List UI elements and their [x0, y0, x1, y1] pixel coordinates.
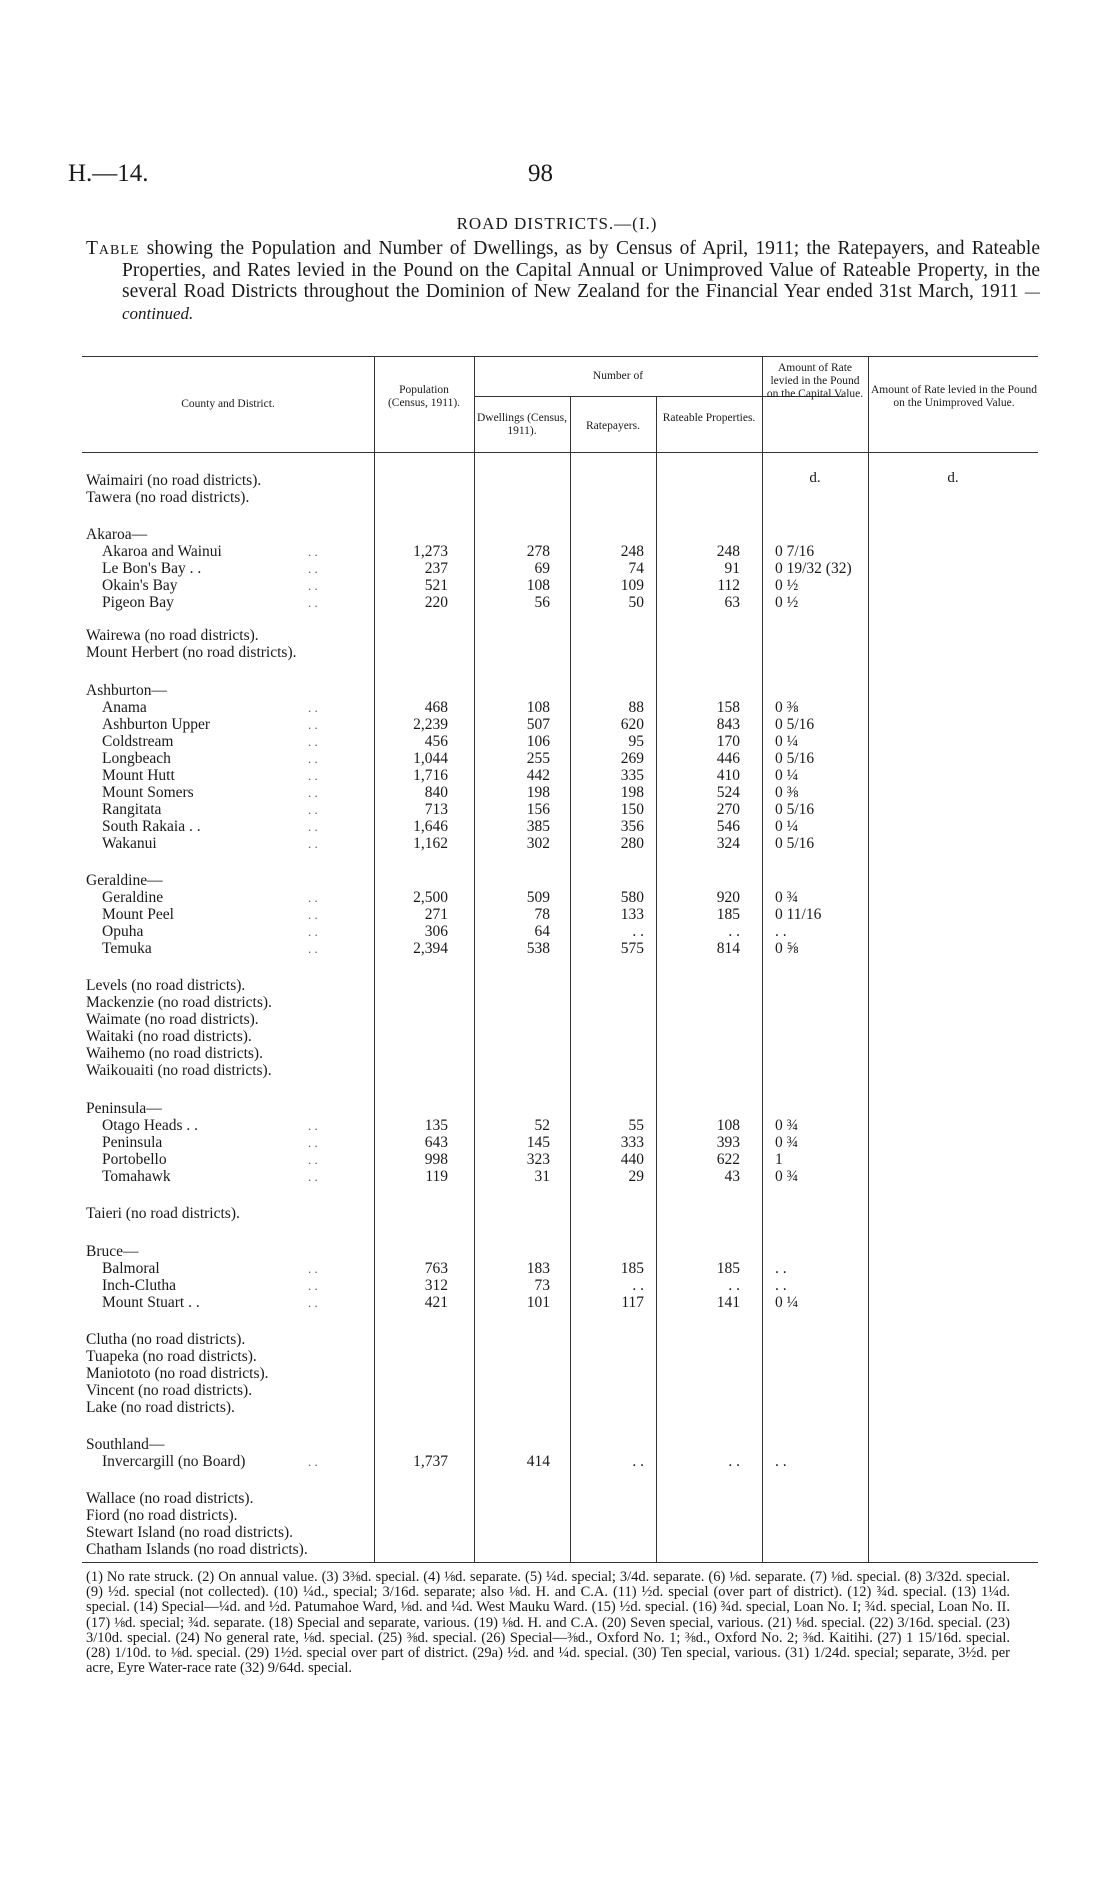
district-name: Tawera (no road districts). [86, 489, 250, 506]
table-row [82, 1399, 1038, 1416]
district-name: Bruce— [86, 1243, 139, 1260]
district-name: Clutha (no road districts). [86, 1331, 246, 1348]
leader-dots: . . [308, 1261, 318, 1276]
table-row [82, 1100, 1038, 1117]
properties-cell: . . [728, 923, 740, 940]
district-name: Balmoral [102, 1260, 160, 1277]
table-row [82, 1436, 1038, 1453]
capital-rate-cell: 0 ½ [775, 594, 799, 611]
dwellings-cell: 101 [526, 1294, 550, 1311]
leader-dots: . . [308, 1295, 318, 1310]
population-cell: 1,716 [413, 767, 448, 784]
properties-cell: 248 [716, 543, 740, 560]
unit-capital: d. [809, 470, 821, 486]
leader-dots: . . [308, 785, 318, 800]
caption-text: showing the Population and Number of Dwellings, as by Census of April, 1911; the Ratepayers, and Rateable Properties, and Rates levied in the Pound on the Capital Annual or Unimproved Value of Rateable Property, in the several Road Districts throughout the Dominion of New Zealand for the Financial Year ended 31st March, 1911 [122, 238, 1041, 302]
leader-dots: . . [308, 924, 318, 939]
document-reference: H.—14. [68, 160, 149, 187]
table-row [82, 801, 1038, 818]
population-cell: 271 [424, 906, 448, 923]
district-name: Wairewa (no road districts). [86, 627, 259, 644]
header-county: County and District. [181, 398, 275, 410]
capital-rate-cell: . . [775, 923, 787, 940]
table-row [82, 784, 1038, 801]
district-name: Anama [102, 699, 147, 716]
district-name: Akaroa and Wainui [102, 543, 222, 560]
header-population: Population (Census, 1911). [387, 384, 461, 409]
district-name: Vincent (no road districts). [86, 1382, 253, 1399]
properties-cell: 170 [716, 733, 740, 750]
ratepayers-cell: . . [632, 1277, 644, 1294]
population-cell: 521 [424, 577, 448, 594]
properties-cell: 393 [716, 1134, 740, 1151]
district-name: Geraldine [102, 889, 164, 906]
table-row [82, 872, 1038, 889]
district-name: Ashburton Upper [102, 716, 211, 733]
capital-rate-cell: 0 ¼ [775, 1294, 799, 1311]
population-cell: 220 [424, 594, 448, 611]
table-row [82, 1028, 1038, 1045]
district-name: Levels (no road districts). [86, 977, 246, 994]
ratepayers-cell: 109 [620, 577, 644, 594]
dwellings-cell: 538 [526, 940, 550, 957]
ratepayers-cell: 150 [620, 801, 644, 818]
properties-cell: 920 [716, 889, 740, 906]
ratepayers-cell: 117 [621, 1294, 644, 1311]
dwellings-cell: 509 [526, 889, 550, 906]
leader-dots: . . [308, 1454, 318, 1469]
table-row [82, 627, 1038, 644]
dwellings-cell: 69 [534, 560, 550, 577]
table-row [82, 835, 1038, 852]
district-name: Invercargill (no Board) [102, 1453, 246, 1470]
table-row [82, 1045, 1038, 1062]
population-cell: 840 [424, 784, 448, 801]
population-cell: 312 [424, 1277, 448, 1294]
table-row [82, 1205, 1038, 1222]
caption-continued: —continued. [122, 282, 1040, 323]
leader-dots: . . [308, 819, 318, 834]
capital-rate-cell: 0 11/16 [775, 906, 822, 923]
district-name: Otago Heads . . [102, 1117, 198, 1134]
table-row [82, 889, 1038, 906]
table-row [82, 1348, 1038, 1365]
capital-rate-cell: 0 ⅜ [775, 784, 799, 801]
population-cell: 1,737 [413, 1453, 448, 1470]
leader-dots: . . [308, 890, 318, 905]
dwellings-cell: 52 [534, 1117, 550, 1134]
table-row [82, 1151, 1038, 1168]
properties-cell: 622 [716, 1151, 740, 1168]
table-row [82, 594, 1038, 611]
ratepayers-cell: 580 [620, 889, 644, 906]
properties-cell: 524 [716, 784, 740, 801]
table-top-rule [82, 356, 1038, 357]
capital-rate-cell: 0 ¾ [775, 889, 799, 906]
table-row [82, 682, 1038, 699]
district-name: Mount Peel [102, 906, 174, 923]
properties-cell: 43 [724, 1168, 740, 1185]
table-row [82, 1453, 1038, 1470]
ratepayers-cell: 198 [620, 784, 644, 801]
table-row [82, 1541, 1038, 1558]
population-cell: 421 [424, 1294, 448, 1311]
leader-dots: . . [308, 544, 318, 559]
population-cell: 237 [424, 560, 448, 577]
leader-dots: . . [308, 836, 318, 851]
district-name: Opuha [102, 923, 144, 940]
district-name: Tuapeka (no road districts). [86, 1348, 257, 1365]
district-name: Peninsula [102, 1134, 163, 1151]
leader-dots: . . [308, 1152, 318, 1167]
district-name: Waimate (no road districts). [86, 1011, 259, 1028]
properties-cell: 446 [716, 750, 740, 767]
population-cell: 135 [424, 1117, 448, 1134]
population-cell: 643 [424, 1134, 448, 1151]
header-ratepayers: Ratepayers. [586, 420, 640, 432]
ratepayers-cell: 95 [628, 733, 644, 750]
capital-rate-cell: 0 5/16 [775, 750, 815, 767]
table-row [82, 644, 1038, 661]
properties-cell: 185 [716, 906, 740, 923]
table-row [82, 716, 1038, 733]
population-cell: 1,646 [413, 818, 448, 835]
leader-dots: . . [308, 907, 318, 922]
table-row [82, 1243, 1038, 1260]
table-row [82, 1294, 1038, 1311]
population-cell: 1,162 [413, 835, 448, 852]
dwellings-cell: 56 [534, 594, 550, 611]
ratepayers-cell: 88 [628, 699, 644, 716]
population-cell: 713 [424, 801, 448, 818]
ratepayers-cell: 269 [620, 750, 644, 767]
district-name: Fiord (no road districts). [86, 1507, 238, 1524]
district-name: Waikouaiti (no road districts). [86, 1062, 272, 1079]
dwellings-cell: 198 [526, 784, 550, 801]
population-cell: 763 [424, 1260, 448, 1277]
properties-cell: 158 [716, 699, 740, 716]
population-cell: 998 [424, 1151, 448, 1168]
table-row [82, 994, 1038, 1011]
ratepayers-cell: 440 [620, 1151, 644, 1168]
district-name: South Rakaia . . [102, 818, 201, 835]
table-row [82, 577, 1038, 594]
district-name: Longbeach [102, 750, 171, 767]
leader-dots: . . [308, 578, 318, 593]
district-name: Mount Herbert (no road districts). [86, 644, 297, 661]
dwellings-cell: 385 [526, 818, 550, 835]
population-cell: 2,500 [413, 889, 448, 906]
table-row [82, 543, 1038, 560]
capital-rate-cell: 0 ¼ [775, 767, 799, 784]
district-name: Lake (no road districts). [86, 1399, 235, 1416]
district-name: Rangitata [102, 801, 162, 818]
district-name: Mount Stuart . . [102, 1294, 200, 1311]
table-row [82, 489, 1038, 506]
district-name: Mount Somers [102, 784, 194, 801]
district-name: Portobello [102, 1151, 167, 1168]
dwellings-cell: 302 [526, 835, 550, 852]
dwellings-cell: 255 [526, 750, 550, 767]
unit-unimproved: d. [947, 470, 959, 486]
leader-dots: . . [308, 700, 318, 715]
dwellings-cell: 156 [526, 801, 550, 818]
properties-cell: 141 [716, 1294, 740, 1311]
leader-dots: . . [308, 734, 318, 749]
dwellings-cell: 507 [526, 716, 550, 733]
table-row [82, 977, 1038, 994]
district-name: Waitaki (no road districts). [86, 1028, 252, 1045]
leader-dots: . . [308, 1278, 318, 1293]
dwellings-cell: 73 [534, 1277, 550, 1294]
leader-dots: . . [308, 717, 318, 732]
district-name: Taieri (no road districts). [86, 1205, 240, 1222]
ratepayers-cell: 50 [628, 594, 644, 611]
table-row [82, 526, 1038, 543]
ratepayers-cell: 248 [620, 543, 644, 560]
capital-rate-cell: 0 ⅝ [775, 940, 799, 957]
table-row [82, 923, 1038, 940]
properties-cell: 270 [716, 801, 740, 818]
district-name: Tomahawk [102, 1168, 171, 1185]
table-row [82, 1490, 1038, 1507]
leader-dots: . . [308, 751, 318, 766]
properties-cell: 546 [716, 818, 740, 835]
population-cell: 2,239 [413, 716, 448, 733]
road-districts-table [82, 356, 1038, 1564]
table-row [82, 733, 1038, 750]
properties-cell: 814 [716, 940, 740, 957]
capital-rate-cell: 0 ⅜ [775, 699, 799, 716]
district-name: Ashburton— [86, 682, 167, 699]
capital-rate-cell: 0 ¼ [775, 733, 799, 750]
ratepayers-cell: 74 [628, 560, 644, 577]
table-caption [86, 238, 1040, 324]
population-cell: 2,394 [413, 940, 448, 957]
leader-dots: . . [308, 1169, 318, 1184]
dwellings-cell: 108 [526, 699, 550, 716]
dwellings-cell: 108 [526, 577, 550, 594]
district-name: Wakanui [102, 835, 157, 852]
population-cell: 456 [424, 733, 448, 750]
table-heading: ROAD DISTRICTS.—(I.) [456, 214, 658, 233]
table-row [82, 1507, 1038, 1524]
header-number-of: Number of [592, 370, 644, 382]
table-row [82, 750, 1038, 767]
district-name: Temuka [102, 940, 152, 957]
capital-rate-cell: 0 ¾ [775, 1134, 799, 1151]
population-cell: 1,273 [413, 543, 448, 560]
footnote-text: (1) No rate struck. (2) On annual value. (3) 3⅜d. special. (4) ⅛d. separate. (5) ¼d. special; 3/4d. separate. (6) ⅛d. separate. (7) ⅛d. special. (8) 3/32d. special. (9) ½d. special (not collected). (10) ¼d., special; 3/16d. separate; also ⅛d. H. and C.A. (11) ½d. special (over part of district). (12) ¾d. special. (13) 1¼d. special. (14) Special—¼d. and ½d. Patumahoe Ward, ⅛d. and ¼d. West Mauku Ward. (15) ½d. special. (16) ¾d. special, Loan No. I; ¾d. special, Loan No. II. (17) ⅛d. special; ¾d. separate. (18) Special and separate, various. (19) ⅛d. H. and C.A. (20) Seven special, various. (21) ⅛d. special. (22) 3/16d. special. (23) 3/10d. special. (24) No general rate, ⅛d. special. (25) ⅜d. special. (26) Special—⅜d., Oxford No. 1; ⅜d., Oxford No. 2; ⅜d. Kaitihi. (27) 1 15/16d. special. (28) 1/10d. to ⅛d. special. (29) 1½d. special over part of district. (29a) ½d. and ¼d. special. (30) Ten special, various. (31) 1/24d. special; separate, 3½d. per acre, Eyre Water-race rate (32) 9/64d. special. [86, 1569, 1010, 1677]
properties-cell: . . [728, 1277, 740, 1294]
table-row [82, 1331, 1038, 1348]
dwellings-cell: 145 [526, 1134, 550, 1151]
district-name: Le Bon's Bay . . [102, 560, 202, 577]
table-word: Table [86, 238, 140, 259]
ratepayers-cell: 133 [620, 906, 644, 923]
population-cell: 468 [424, 699, 448, 716]
properties-cell: 324 [716, 835, 740, 852]
table-bottom-rule [82, 1562, 1038, 1563]
capital-rate-cell: 0 5/16 [775, 835, 815, 852]
capital-rate-cell: 0 ¾ [775, 1117, 799, 1134]
table-row [82, 818, 1038, 835]
footnotes [86, 1570, 1010, 1676]
header-capital: Amount of Rate levied in the Pound on the Capital Value. [766, 362, 864, 400]
ratepayers-cell: 55 [628, 1117, 644, 1134]
capital-rate-cell: 0 ¾ [775, 1168, 799, 1185]
properties-cell: 63 [724, 594, 740, 611]
capital-rate-cell: 0 5/16 [775, 801, 815, 818]
table-row [82, 767, 1038, 784]
leader-dots: . . [308, 768, 318, 783]
dwellings-cell: 78 [534, 906, 550, 923]
table-row [82, 1277, 1038, 1294]
table-row [82, 1260, 1038, 1277]
properties-cell: 91 [724, 560, 740, 577]
properties-cell: 185 [716, 1260, 740, 1277]
header-properties: Rateable Properties. [662, 412, 756, 424]
properties-cell: . . [728, 1453, 740, 1470]
table-row [82, 1168, 1038, 1185]
district-name: Waihemo (no road districts). [86, 1045, 263, 1062]
header-dwellings: Dwellings (Census, 1911). [476, 412, 568, 437]
dwellings-cell: 323 [526, 1151, 550, 1168]
dwellings-cell: 183 [526, 1260, 550, 1277]
ratepayers-cell: . . [632, 923, 644, 940]
page-number: 98 [528, 160, 553, 187]
dwellings-cell: 31 [534, 1168, 550, 1185]
properties-cell: 112 [717, 577, 740, 594]
population-cell: 306 [424, 923, 448, 940]
capital-rate-cell: . . [775, 1260, 787, 1277]
capital-rate-cell: 0 ½ [775, 577, 799, 594]
ratepayers-cell: 333 [620, 1134, 644, 1151]
district-name: Southland— [86, 1436, 165, 1453]
leader-dots: . . [308, 1135, 318, 1150]
district-name: Akaroa— [86, 526, 148, 543]
table-row [82, 1365, 1038, 1382]
capital-rate-cell: . . [775, 1277, 787, 1294]
table-row [82, 1134, 1038, 1151]
header-bottom-rule [82, 452, 1038, 453]
ratepayers-cell: 575 [620, 940, 644, 957]
district-name: Peninsula— [86, 1100, 162, 1117]
leader-dots: . . [308, 595, 318, 610]
capital-rate-cell: . . [775, 1453, 787, 1470]
district-name: Mount Hutt [102, 767, 175, 784]
ratepayers-cell: 280 [620, 835, 644, 852]
ratepayers-cell: 356 [620, 818, 644, 835]
table-row [82, 1524, 1038, 1541]
table-row [82, 1062, 1038, 1079]
leader-dots: . . [308, 941, 318, 956]
dwellings-cell: 414 [526, 1453, 550, 1470]
table-row [82, 1382, 1038, 1399]
properties-cell: 843 [716, 716, 740, 733]
ratepayers-cell: . . [632, 1453, 644, 1470]
properties-cell: 410 [716, 767, 740, 784]
capital-rate-cell: 1 [775, 1151, 783, 1168]
district-name: Stewart Island (no road districts). [86, 1524, 294, 1541]
leader-dots: . . [308, 802, 318, 817]
ratepayers-cell: 185 [620, 1260, 644, 1277]
table-row [82, 940, 1038, 957]
district-name: Maniototo (no road districts). [86, 1365, 269, 1382]
district-name: Okain's Bay [102, 577, 178, 594]
population-cell: 119 [425, 1168, 448, 1185]
ratepayers-cell: 335 [620, 767, 644, 784]
table-row [82, 1011, 1038, 1028]
population-cell: 1,044 [413, 750, 448, 767]
dwellings-cell: 64 [534, 923, 550, 940]
district-name: Wallace (no road districts). [86, 1490, 254, 1507]
district-name: Waimairi (no road districts). [86, 472, 262, 489]
ratepayers-cell: 620 [620, 716, 644, 733]
district-name: Chatham Islands (no road districts). [86, 1541, 308, 1558]
district-name: Pigeon Bay [102, 594, 174, 611]
ratepayers-cell: 29 [628, 1168, 644, 1185]
district-name: Inch-Clutha [102, 1277, 177, 1294]
dwellings-cell: 106 [526, 733, 550, 750]
district-name: Mackenzie (no road districts). [86, 994, 272, 1011]
properties-cell: 108 [716, 1117, 740, 1134]
leader-dots: . . [308, 1118, 318, 1133]
district-name: Geraldine— [86, 872, 163, 889]
table-row [82, 906, 1038, 923]
table-row [82, 472, 1038, 489]
dwellings-cell: 442 [526, 767, 550, 784]
capital-rate-cell: 0 5/16 [775, 716, 815, 733]
table-row [82, 560, 1038, 577]
district-name: Coldstream [102, 733, 174, 750]
table-row [82, 699, 1038, 716]
dwellings-cell: 278 [526, 543, 550, 560]
leader-dots: . . [308, 561, 318, 576]
capital-rate-cell: 0 ¼ [775, 818, 799, 835]
header-unimproved: Amount of Rate levied in the Pound on the Unimproved Value. [870, 384, 1038, 409]
capital-rate-cell: 0 7/16 [775, 543, 815, 560]
table-row [82, 1117, 1038, 1134]
capital-rate-cell: 0 19/32 (32) [775, 560, 852, 577]
